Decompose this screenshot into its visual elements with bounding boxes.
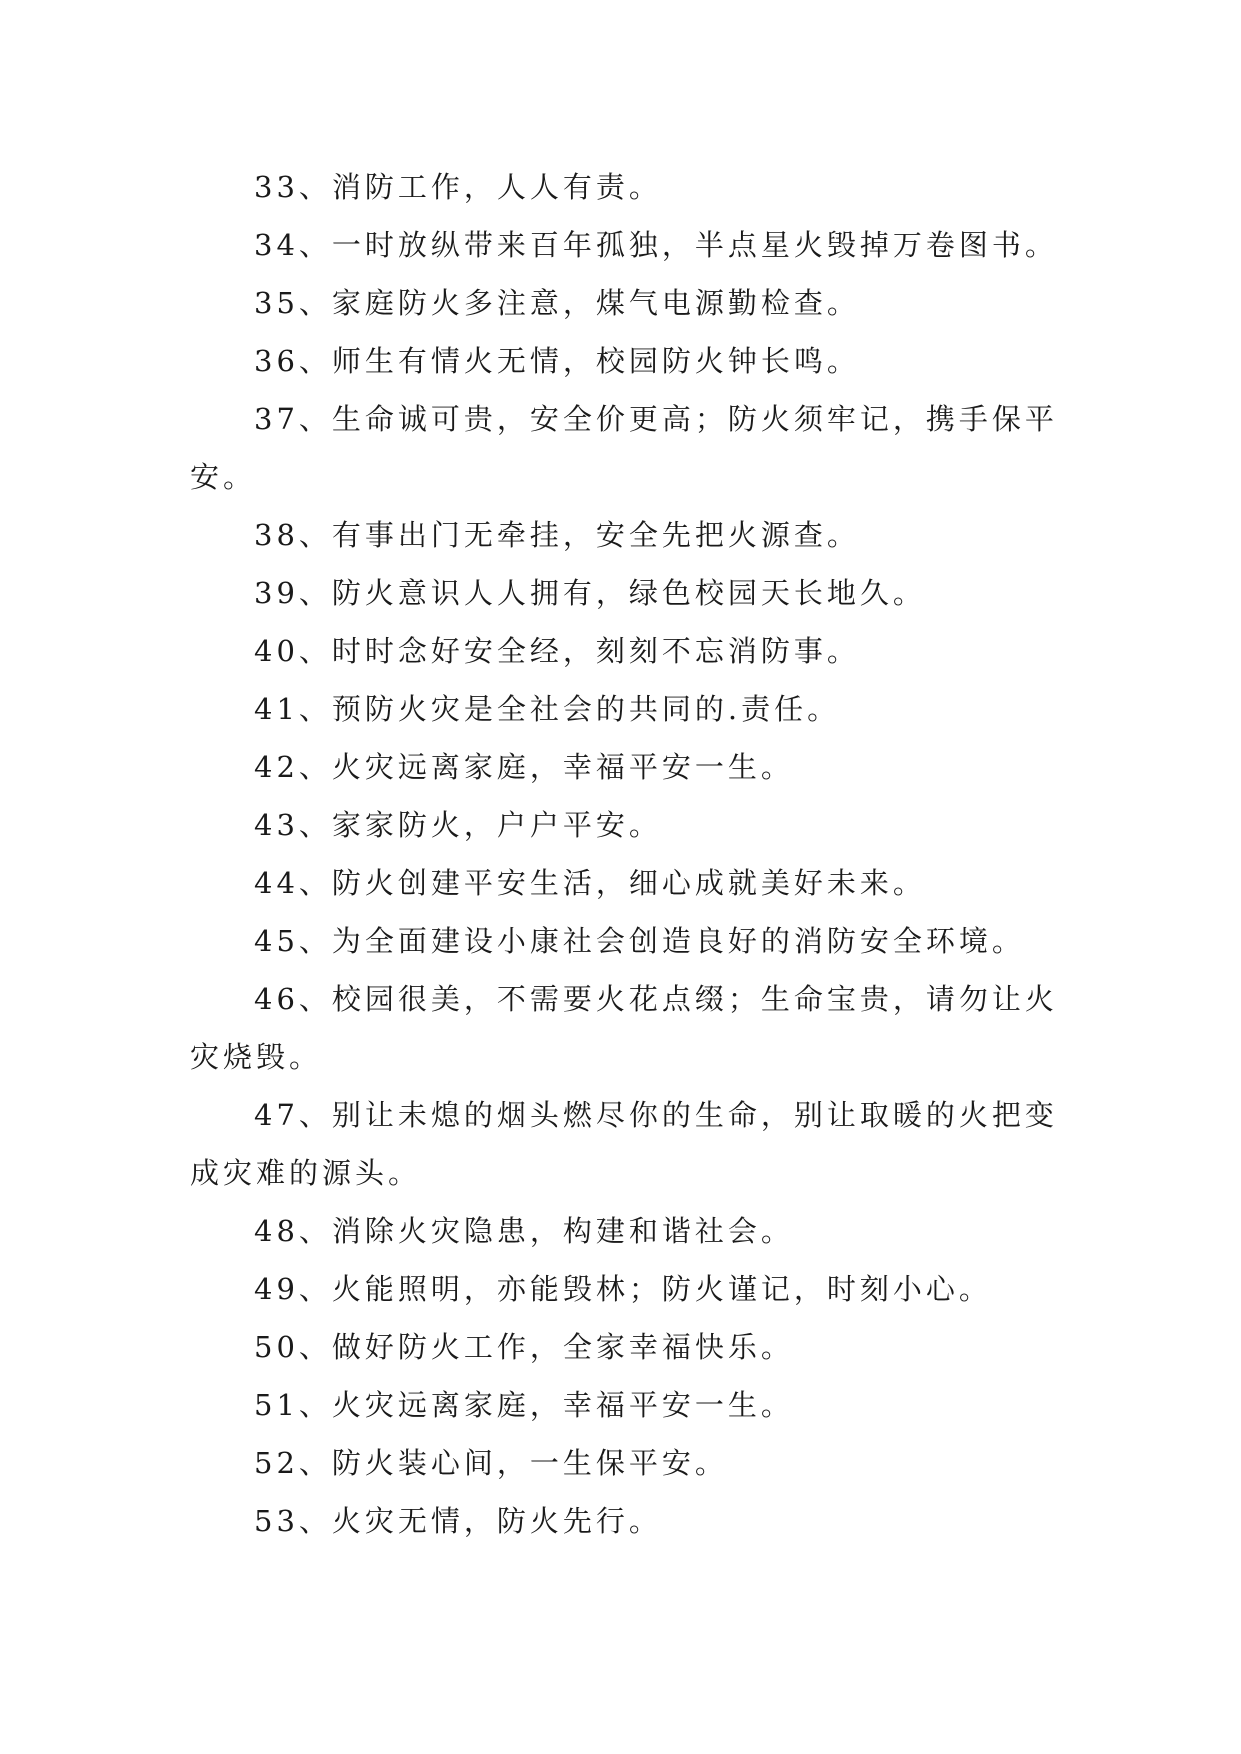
slogan-item: 40、时时念好安全经，刻刻不忘消防事。 <box>254 634 860 668</box>
slogan-item: 45、为全面建设小康社会创造良好的消防安全环境。 <box>254 924 1025 958</box>
slogan-item: 41、预防火灾是全社会的共同的.责任。 <box>254 692 841 726</box>
slogan-item: 44、防火创建平安生活，细心成就美好未来。 <box>254 866 926 900</box>
slogan-item: 39、防火意识人人拥有，绿色校园天长地久。 <box>254 576 926 610</box>
slogan-list <box>190 158 1070 1550</box>
slogan-item: 36、师生有情火无情，校园防火钟长鸣。 <box>254 344 860 378</box>
slogan-item: 42、火灾远离家庭，幸福平安一生。 <box>254 750 794 784</box>
slogan-item: 47、别让未熄的烟头燃尽你的生命，别让取暖的火把变成灾难的源头。 <box>190 1098 1058 1190</box>
slogan-item: 38、有事出门无牵挂，安全先把火源查。 <box>254 518 860 552</box>
slogan-item: 35、家庭防火多注意，煤气电源勤检查。 <box>254 286 860 320</box>
slogan-item: 46、校园很美，不需要火花点缀；生命宝贵，请勿让火灾烧毁。 <box>190 982 1058 1074</box>
slogan-item: 43、家家防火，户户平安。 <box>254 808 662 842</box>
slogan-item: 33、消防工作，人人有责。 <box>254 170 662 204</box>
slogan-item: 52、防火装心间，一生保平安。 <box>254 1446 728 1480</box>
slogan-item: 51、火灾远离家庭，幸福平安一生。 <box>254 1388 794 1422</box>
slogan-item: 37、生命诚可贵，安全价更高；防火须牢记，携手保平安。 <box>190 402 1058 494</box>
slogan-item: 53、火灾无情，防火先行。 <box>254 1504 662 1538</box>
slogan-item: 50、做好防火工作，全家幸福快乐。 <box>254 1330 794 1364</box>
slogan-item: 49、火能照明，亦能毁林；防火谨记，时刻小心。 <box>254 1272 992 1306</box>
slogan-item: 48、消除火灾隐患，构建和谐社会。 <box>254 1214 794 1248</box>
slogan-item: 34、一时放纵带来百年孤独，半点星火毁掉万卷图书。 <box>254 228 1058 262</box>
